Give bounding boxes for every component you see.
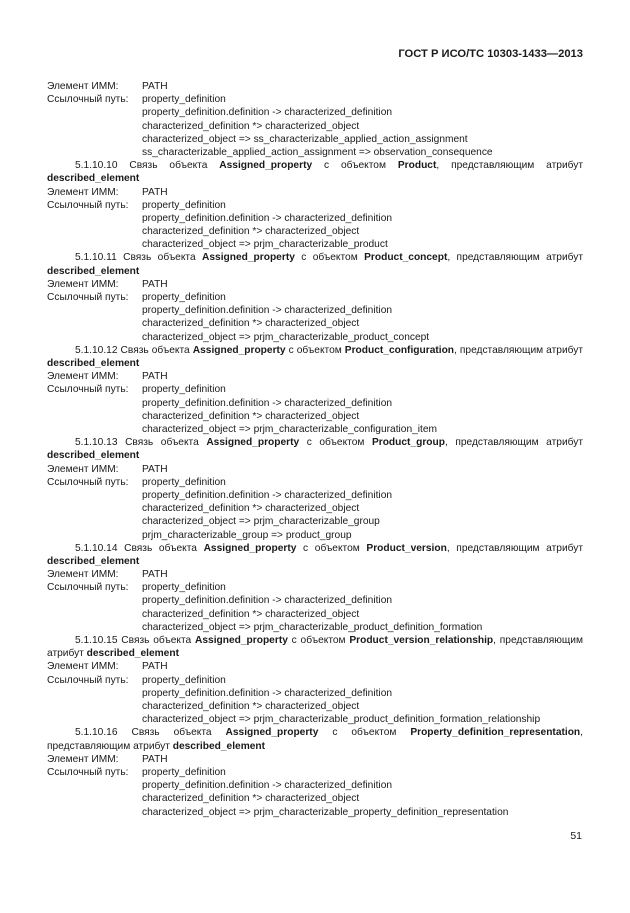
reference-path-row <box>47 700 583 713</box>
heading-b1: Assigned_property <box>206 437 300 449</box>
imm-value: PATH <box>142 371 168 383</box>
imm-element-row <box>47 753 583 766</box>
reference-path-label: Ссылочный путь: <box>47 292 129 304</box>
heading-num: 5.1.10.15 <box>75 635 118 647</box>
reference-path-row <box>47 687 583 700</box>
reference-path-step: property_definition.definition -> characterized_definition <box>142 780 393 792</box>
imm-value: PATH <box>142 186 168 198</box>
reference-path-step: property_definition <box>142 384 226 396</box>
imm-label: Элемент ИММ: <box>47 371 119 383</box>
heading-t3: , представляющим атрибут <box>436 160 584 172</box>
imm-label: Элемент ИММ: <box>47 753 119 765</box>
reference-path-row <box>47 515 583 528</box>
section-heading <box>47 726 583 752</box>
heading-num: 5.1.10.12 <box>75 344 118 356</box>
reference-path-row <box>47 489 583 502</box>
reference-path-step: property_definition.definition -> characterized_definition <box>142 212 393 224</box>
reference-path-step: property_definition <box>142 94 226 106</box>
reference-path-row <box>47 304 583 317</box>
heading-t1: Связь объекта <box>117 437 207 449</box>
reference-path-step: characterized_object => ss_characterizable_applied_action_assignment <box>142 133 468 145</box>
reference-path-step: ss_characterizable_applied_action_assignment => observation_consequence <box>142 146 493 158</box>
reference-path-row <box>47 120 583 133</box>
reference-path-row <box>47 133 583 146</box>
heading-num: 5.1.10.10 <box>75 160 118 172</box>
heading-t2: с объектом <box>299 437 372 449</box>
imm-element-row <box>47 370 583 383</box>
heading-t2: с объектом <box>318 727 411 739</box>
heading-b3: described_element <box>47 358 140 370</box>
imm-element-row <box>47 568 583 581</box>
heading-b2: Product_concept <box>364 252 448 264</box>
reference-path-row <box>47 476 583 489</box>
reference-path-step: property_definition.definition -> characterized_definition <box>142 595 393 607</box>
heading-b3: described_element <box>47 265 140 277</box>
reference-path-step: characterized_definition *> characterized_object <box>142 226 360 238</box>
reference-path-row <box>47 225 583 238</box>
reference-path-label: Ссылочный путь: <box>47 766 129 778</box>
reference-path-row <box>47 238 583 251</box>
reference-path-step: characterized_object => prjm_characterizable_group <box>142 516 380 528</box>
document-body <box>47 80 583 819</box>
heading-t1: Связь объекта <box>117 727 226 739</box>
reference-path-row <box>47 410 583 423</box>
reference-path-step: characterized_definition *> characterized_object <box>142 793 360 805</box>
reference-path-row <box>47 93 583 106</box>
reference-path-step: property_definition.definition -> characterized_definition <box>142 107 393 119</box>
imm-value: PATH <box>142 661 168 673</box>
section-heading <box>47 542 583 568</box>
imm-value: PATH <box>142 753 168 765</box>
imm-element-row <box>47 463 583 476</box>
heading-b1: Assigned_property <box>202 252 295 264</box>
imm-label: Элемент ИММ: <box>47 81 119 92</box>
imm-value: PATH <box>142 278 168 290</box>
reference-path-row <box>47 397 583 410</box>
reference-path-step: characterized_object => prjm_characterizable_configuration_item <box>142 423 438 435</box>
reference-path-label: Ссылочный путь: <box>47 476 129 488</box>
imm-label: Элемент ИММ: <box>47 186 119 198</box>
reference-path-step: characterized_definition *> characterized_object <box>142 608 360 620</box>
heading-num: 5.1.10.13 <box>75 437 118 449</box>
heading-b2: Product_configuration <box>344 344 455 356</box>
heading-t3: , представляющим атрибут <box>47 635 584 660</box>
heading-t3: , представляющим атрибут <box>444 437 583 449</box>
heading-t3: , представляющим атрибут <box>47 727 583 752</box>
heading-num: 5.1.10.16 <box>75 727 118 739</box>
reference-path-row <box>47 529 583 542</box>
document-header: ГОСТ Р ИСО/ТС 10303-1433—2013 <box>398 48 583 60</box>
heading-t3: , представляющим атрибут <box>447 252 584 264</box>
imm-value: PATH <box>142 569 168 581</box>
reference-path-row <box>47 383 583 396</box>
reference-path-step: property_definition <box>142 199 226 211</box>
section-heading <box>47 251 583 277</box>
reference-path-step: characterized_object => prjm_characterizable_property_definition_representation <box>142 806 509 818</box>
reference-path-row <box>47 331 583 344</box>
heading-t1: Связь объекта <box>117 635 196 647</box>
reference-path-step: property_definition <box>142 582 226 594</box>
heading-t2: с объектом <box>294 252 365 264</box>
reference-path-step: characterized_object => prjm_characterizable_product_definition_formation_relationship <box>142 714 541 726</box>
reference-path-row <box>47 291 583 304</box>
imm-label: Элемент ИММ: <box>47 661 119 673</box>
imm-element-row <box>47 278 583 291</box>
reference-path-row <box>47 146 583 159</box>
heading-t3: , представляющим атрибут <box>454 344 584 356</box>
reference-path-label: Ссылочный путь: <box>47 94 129 106</box>
reference-path-row <box>47 674 583 687</box>
reference-path-step: characterized_definition *> characterized_object <box>142 701 360 712</box>
heading-b3: described_element <box>47 450 140 462</box>
imm-element-row <box>47 660 583 673</box>
reference-path-row <box>47 581 583 594</box>
reference-path-label: Ссылочный путь: <box>47 384 129 396</box>
imm-element-row <box>47 80 583 93</box>
reference-path-row <box>47 779 583 792</box>
reference-path-row <box>47 806 583 819</box>
reference-path-row <box>47 713 583 726</box>
heading-num: 5.1.10.11 <box>75 252 117 264</box>
reference-path-row <box>47 621 583 634</box>
heading-b2: Product_version_relationship <box>349 635 494 647</box>
reference-path-row <box>47 608 583 621</box>
heading-b1: Assigned_property <box>192 344 286 356</box>
reference-path-step: characterized_definition *> characterized_object <box>142 120 360 132</box>
imm-label: Элемент ИММ: <box>47 569 119 581</box>
imm-value: PATH <box>142 463 168 475</box>
imm-label: Элемент ИММ: <box>47 278 119 290</box>
heading-b3: described_element <box>47 173 140 185</box>
reference-path-step: property_definition <box>142 674 226 686</box>
heading-b1: Assigned_property <box>219 160 313 172</box>
reference-path-row <box>47 766 583 779</box>
reference-path-step: property_definition.definition -> characterized_definition <box>142 305 393 317</box>
heading-num: 5.1.10.14 <box>75 542 118 554</box>
heading-t1: Связь объекта <box>117 344 193 356</box>
reference-path-step: characterized_definition *> characterized_object <box>142 318 360 330</box>
reference-path-step: prjm_characterizable_group => product_group <box>142 529 352 541</box>
reference-path-step: characterized_object => prjm_characterizable_product <box>142 239 388 251</box>
reference-path-row <box>47 594 583 607</box>
section-heading <box>47 344 583 370</box>
reference-path-row <box>47 792 583 805</box>
section-heading <box>47 159 583 185</box>
reference-path-row <box>47 212 583 225</box>
heading-b1: Assigned_property <box>195 635 288 647</box>
reference-path-step: property_definition <box>142 476 226 488</box>
reference-path-row <box>47 106 583 119</box>
reference-path-label: Ссылочный путь: <box>47 199 129 211</box>
heading-b2: Product <box>397 160 437 172</box>
page-number: 51 <box>570 830 582 842</box>
reference-path-step: characterized_object => prjm_characterizable_product_definition_formation <box>142 621 483 633</box>
heading-t2: с объектом <box>296 542 367 554</box>
reference-path-label: Ссылочный путь: <box>47 674 129 686</box>
heading-t1: Связь объекта <box>117 160 220 172</box>
heading-t2: с объектом <box>285 344 345 356</box>
imm-value: PATH <box>142 81 168 92</box>
section-heading <box>47 436 583 462</box>
reference-path-row <box>47 502 583 515</box>
heading-b2: Property_definition_representation <box>410 727 581 739</box>
reference-path-step: property_definition.definition -> characterized_definition <box>142 687 393 699</box>
reference-path-step: property_definition <box>142 766 226 778</box>
imm-label: Элемент ИММ: <box>47 463 119 475</box>
heading-b2: Product_group <box>371 437 445 449</box>
reference-path-row <box>47 199 583 212</box>
reference-path-step: property_definition.definition -> characterized_definition <box>142 397 393 409</box>
section-heading <box>47 634 583 660</box>
reference-path-step: property_definition <box>142 292 226 304</box>
heading-b3: described_element <box>86 648 179 660</box>
reference-path-step: property_definition.definition -> characterized_definition <box>142 489 393 501</box>
reference-path-row <box>47 317 583 330</box>
reference-path-label: Ссылочный путь: <box>47 582 129 594</box>
imm-element-row <box>47 186 583 199</box>
heading-b2: Product_version <box>366 542 447 554</box>
heading-t1: Связь объекта <box>117 542 204 554</box>
heading-t2: с объектом <box>287 635 350 647</box>
heading-b1: Assigned_property <box>203 542 297 554</box>
reference-path-step: characterized_object => prjm_characterizable_product_concept <box>142 331 430 343</box>
reference-path-step: characterized_definition *> characterized_object <box>142 503 360 515</box>
heading-t1: Связь объекта <box>116 252 203 264</box>
heading-b3: described_element <box>172 740 266 752</box>
heading-b3: described_element <box>47 555 140 567</box>
heading-t2: с объектом <box>312 160 398 172</box>
heading-t3: , представляющим атрибут <box>446 542 584 554</box>
reference-path-row <box>47 423 583 436</box>
heading-b1: Assigned_property <box>225 727 319 739</box>
reference-path-step: characterized_definition *> characterized_object <box>142 410 360 422</box>
